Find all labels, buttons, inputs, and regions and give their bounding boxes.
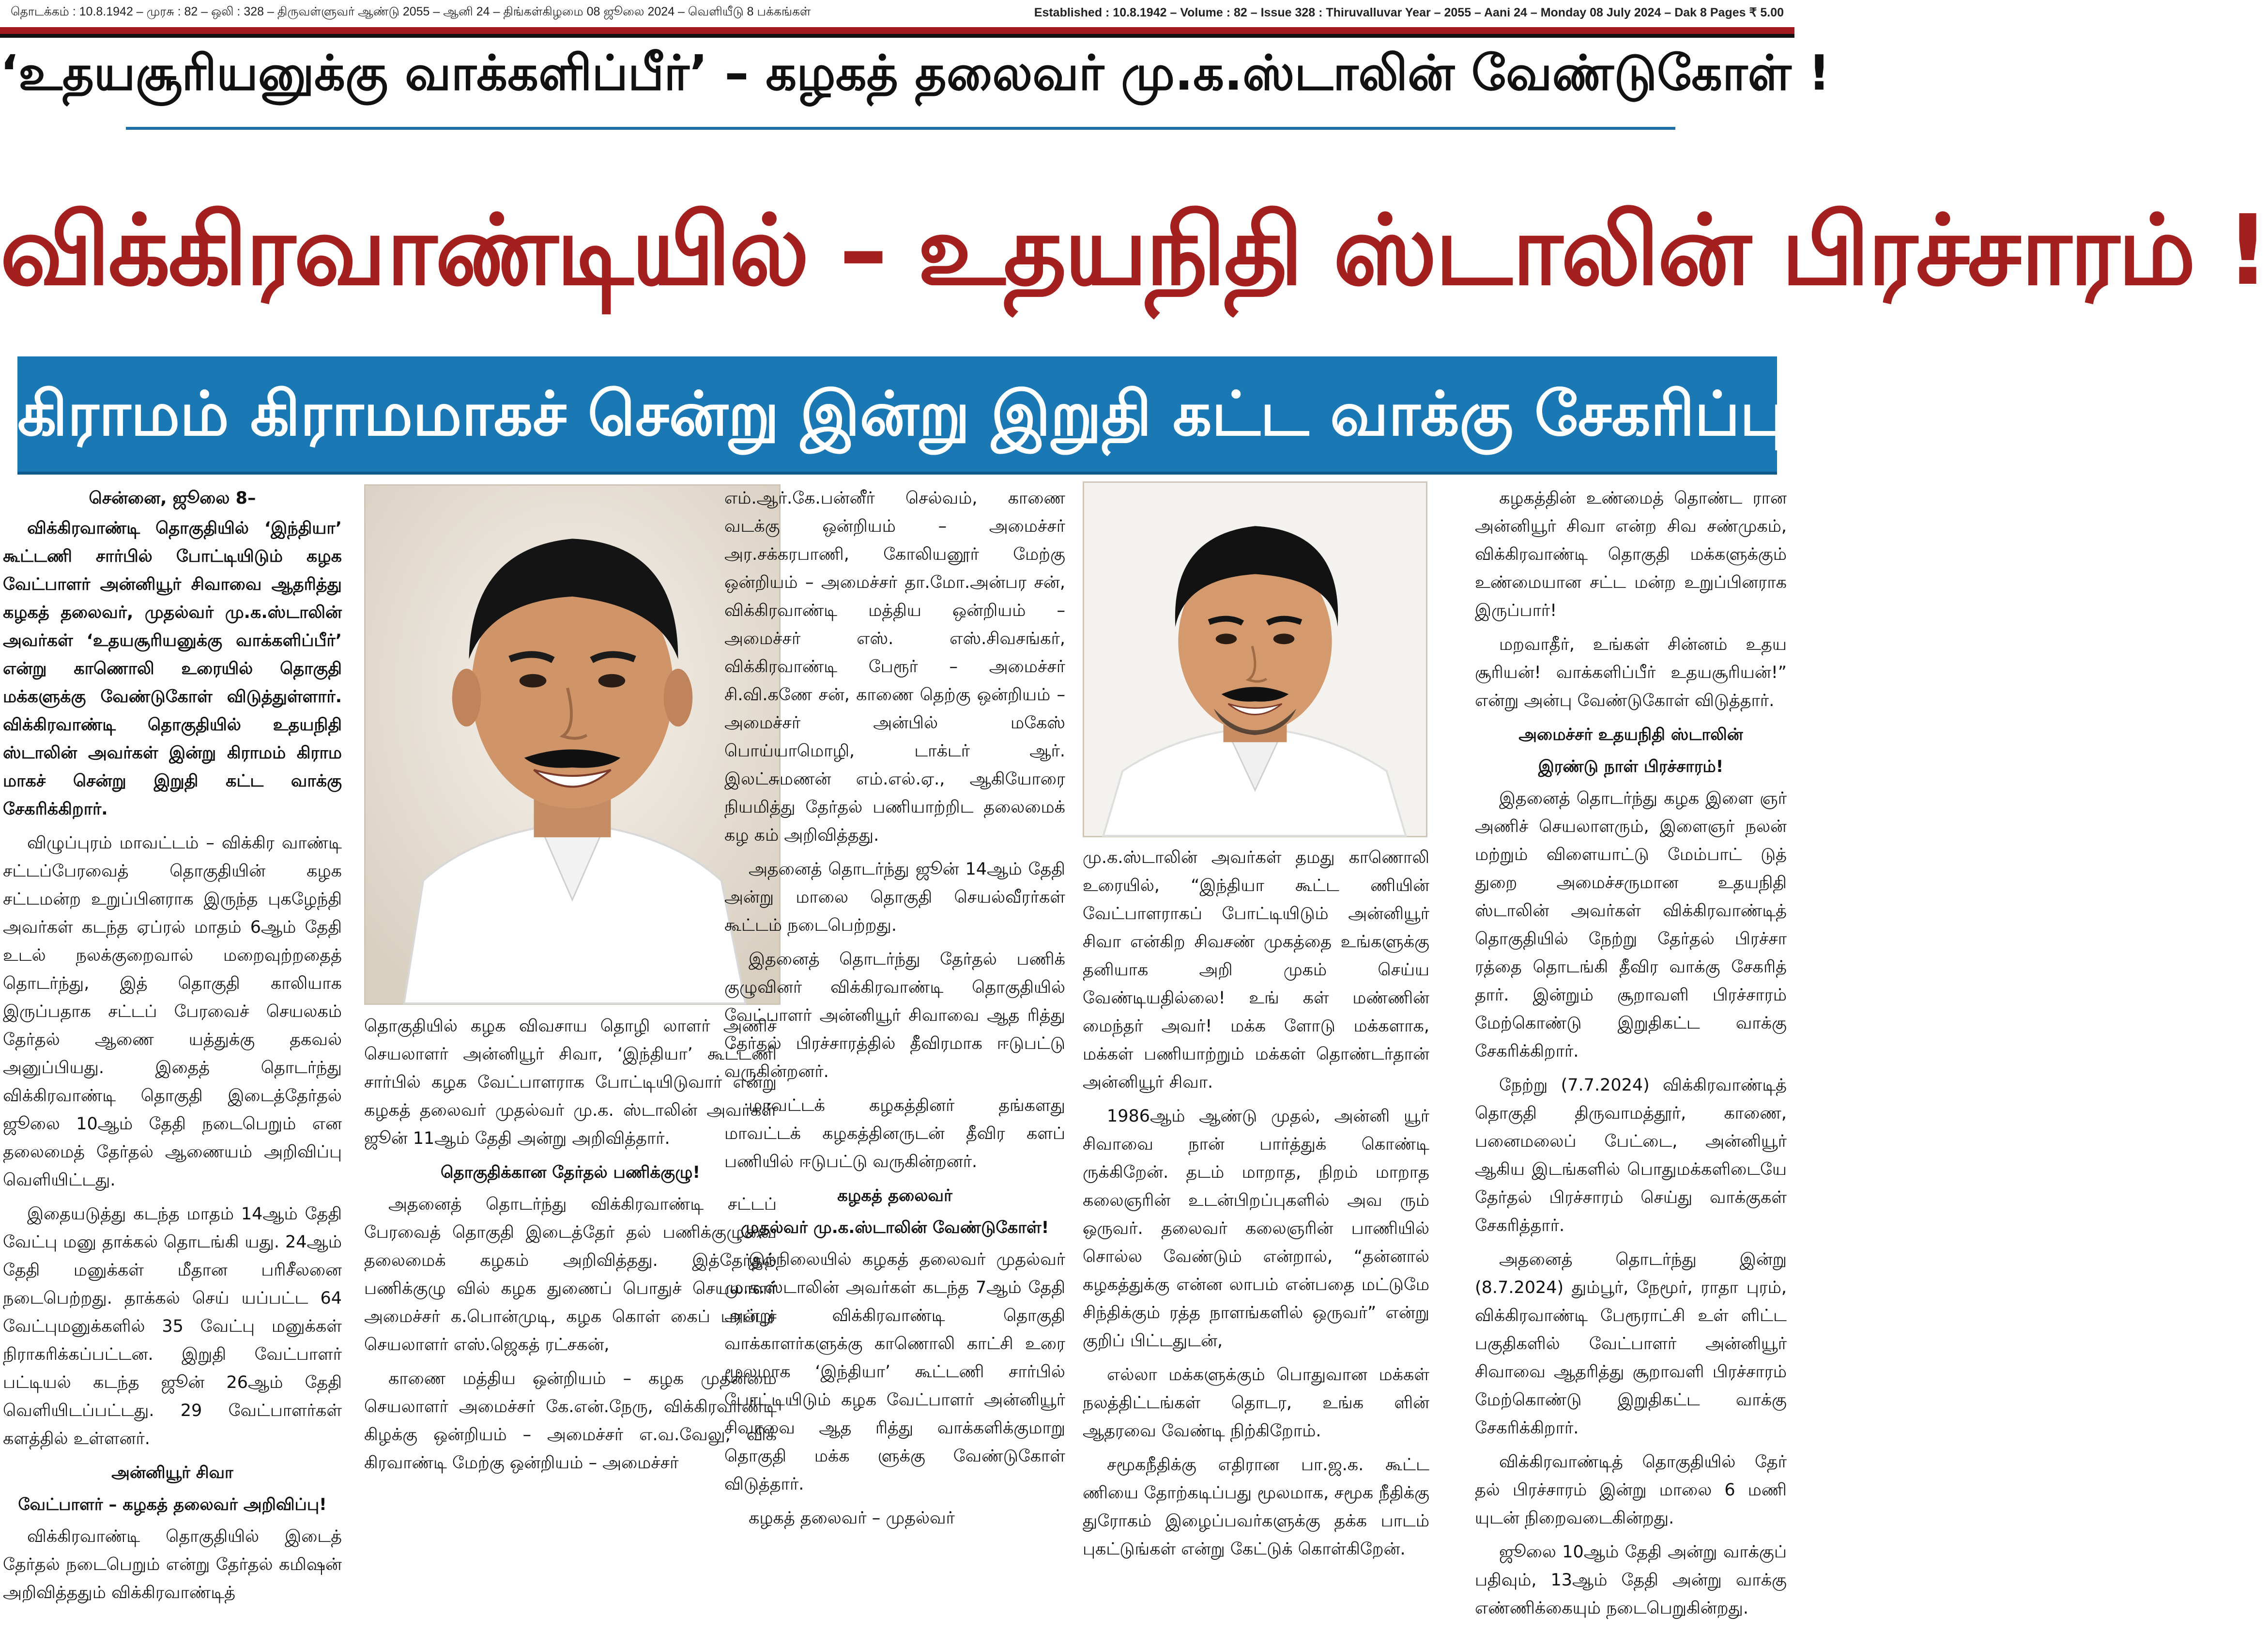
paragraph: இதையடுத்து கடந்த மாதம் 14ஆம் தேதி வேட்பு மனு தாக்கல் தொடங்கி யது. 24ஆம் தேதி மனுக்கள் மீதான பரிசீலனை நடைபெற்றது. தாக்கல் செய் யப்பட்ட 64 வேட்புமனுக்களில் 35 வேட்பு மனுக்கள் நிராகரிக்கப்பட்டன. இறுதி வேட்பாளர் பட்டியல் கடந்த ஜூன் 26ஆம் தேதி வெளியிடப்பட்டது. 29 வேட்பாளர்கள் களத்தில் உள்ளனர். [3, 1204, 342, 1448]
paragraph: அதனைத் தொடர்ந்து இன்று (8.7.2024) தும்பூர், நேமூர், ராதா புரம், விக்கிரவாண்டி பேரூராட்சி உள் ளிட்ட பகுதிகளில் வேட்பாளர் அன்னியூர் சிவாவை ஆதரித்து சூறாவளி பிரச்சாரம் மேற்கொண்டு இறுதிகட்ட வாக்கு சேகரிக்கிறார். [1475, 1250, 1787, 1438]
kicker-rule [126, 127, 1675, 130]
paragraph: நேற்று (7.7.2024) விக்கிரவாண்டித் தொகுதி திருவாமத்தூர், காணை, பனைமலைப் பேட்டை, அன்னியூர் ஆகிய இடங்களில் பொதுமக்களிடையே தேர்தல் பிரச்சாரம் செய்து வாக்குகள் சேகரித்தார். [1475, 1076, 1787, 1235]
masthead-english: Established : 10.8.1942 – Volume : 82 – Issue 328 : Thiruvalluvar Year – 2055 – Aani 24 – Monday 08 July 2024 – Dak 8 Pages ₹ 5.00 [1034, 6, 1784, 19]
paragraph: கழகத் தலைவர் – முதல்வர் [749, 1509, 955, 1528]
subheading: கழகத் தலைவர் [837, 1186, 952, 1205]
dateline: சென்னை, ஜூலை 8– [89, 489, 256, 508]
paragraph: கழகத்தின் உண்மைத் தொண்ட ரான அன்னியூர் சிவா என்ற சிவ சண்முகம், விக்கிரவாண்டி தொகுதி மக்களுக்கும் உண்மையான சட்ட மன்ற உறுப்பினராக இருப்பார்! [1475, 489, 1787, 620]
paragraph: இதனைத் தொடர்ந்து கழக இளை ஞர் அணிச் செயலாளரும், இளைஞர் நலன் மற்றும் விளையாட்டு மேம்பாட் டுத் துறை அமைச்சருமான உதயநிதி ஸ்டாலின் அவர்கள் விக்கிரவாண்டித் தொகுதியில் நேற்று தேர்தல் பிரச்சா ரத்தை தொடங்கி தீவிர வாக்கு சேகரித் தார். இன்றும் சூறாவளி பிரச்சாரம் மேற்கொண்டு இறுதிகட்ட வாக்கு சேகரிக்கிறார். [1475, 789, 1787, 1061]
paragraph: தொகுதியில் கழக விவசாய தொழி லாளர் அணிச் செயலாளர் அன்னியூர் சிவா, ‘இந்தியா’ கூட்டணி சார்பில் கழக வேட்பாளராக போட்டியிடுவார் என்று கழகத் தலைவர் முதல்வர் மு.க. ஸ்டாலின் அவர்கள் ஜூன் 11ஆம் தேதி அன்று அறிவித்தார். [364, 1016, 777, 1148]
banner-text: கிராமம் கிராமமாகச் சென்று இன்று இறுதி கட்ட வாக்கு சேகரிப்பு ! [17, 378, 1835, 449]
masthead-red-rule [0, 27, 1794, 34]
lead-paragraph: விக்கிரவாண்டி தொகுதியில் ‘இந்தியா’ கூட்டணி சார்பில் போட்டியிடும் கழக வேட்பாளர் அன்னியூர் சிவாவை ஆதரித்து கழகத் தலைவர், முதல்வர் மு.க.ஸ்டாலின் அவர்கள் ‘உதயசூரியனுக்கு வாக்களிப்பீர்’ என்று காணொலி உரையில் தொகுதி மக்களுக்கு வேண்டுகோள் விடுத்துள்ளார். விக்கிரவாண்டி தொகுதியில் உதயநிதி ஸ்டாலின் அவர்கள் இன்று கிராமம் கிராம மாகச் சென்று இறுதி கட்ட வாக்கு சேகரிக்கிறார். [3, 519, 342, 819]
main-headline: விக்கிரவாண்டியில் – உதயநிதி ஸ்டாலின் பிரச்சாரம் ! [0, 194, 2268, 307]
paragraph: மாவட்டக் கழகத்தினர் தங்களது மாவட்டக் கழகத்தினருடன் தீவிர களப் பணியில் ஈடுபட்டு வருகின்றனர். [724, 1096, 1065, 1171]
paragraph: விக்கிரவாண்டித் தொகுதியில் தேர் தல் பிரச்சாரம் இன்று மாலை 6 மணி யுடன் நிறைவடைகின்றது. [1475, 1452, 1787, 1528]
subheading: இரண்டு நாள் பிரச்சாரம்! [1538, 757, 1724, 776]
article-column-2 [364, 484, 777, 1632]
paragraph: மு.க.ஸ்டாலின் அவர்கள் தமது காணொலி உரையில், “இந்தியா கூட்ட ணியின் வேட்பாளராகப் போட்டியிடும் அன்னியூர் சிவா என்கிற சிவசண் முகத்தை உங்களுக்கு தனியாக அறி முகம் செய்ய வேண்டியதில்லை! உங் கள் மண்ணின் மைந்தர் அவர்! மக்க ளோடு மக்களாக, மக்கள் பணியாற்றும் மக்கள் தொண்டர்தான் அன்னியூர் சிவா. [1083, 848, 1429, 1092]
subheading: தொகுதிக்கான தேர்தல் பணிக்குழு! [440, 1163, 701, 1182]
subheading: முதல்வர் மு.க.ஸ்டாலின் வேண்டுகோள்! [740, 1218, 1049, 1237]
subheadline-banner [17, 356, 1835, 472]
column-4-body [1083, 844, 1429, 1569]
paragraph: எல்லா மக்களுக்கும் பொதுவான மக்கள் நலத்திட்டங்கள் தொடர, உங்க ளின் ஆதரவை வேண்டி நிற்கிறோம். [1083, 1365, 1429, 1441]
paragraph: அதனைத் தொடர்ந்து ஜூன் 14ஆம் தேதி அன்று மாலை தொகுதி செயல்வீரர்கள் கூட்டம் நடைபெற்றது. [724, 860, 1065, 935]
subheading: அன்னியூர் சிவா [111, 1463, 233, 1482]
article-column-4 [1083, 484, 1429, 1632]
kicker-headline: ‘உதயசூரியனுக்கு வாக்களிப்பீர்’ – கழகத் தலைவர் மு.க.ஸ்டாலின் வேண்டுகோள் ! [0, 45, 1831, 101]
article-column-1 [3, 484, 342, 1632]
paragraph: எம்.ஆர்.கே.பன்னீர் செல்வம், காணை வடக்கு ஒன்றியம் – அமைச்சர் அர.சக்கரபாணி, கோலியனூர் மேற்கு ஒன்றியம் – அமைச்சர் தா.மோ.அன்பர சன், விக்கிரவாண்டி மத்திய ஒன்றியம் – அமைச்சர் எஸ். எஸ்.சிவசங்கர், விக்கிரவாண்டி பேரூர் – அமைச்சர் சி.வி.கணே சன், காணை தெற்கு ஒன்றியம் – அமைச்சர் அன்பில் மகேஸ் பொய்யாமொழி, டாக்டர் ஆர். இலட்சுமணன் எம்.எல்.ஏ., ஆகியோரை நியமித்து தேர்தல் பணியாற்றிட தலைமைக் கழ கம் அறிவித்தது. [724, 489, 1065, 845]
masthead-tamil: தொடக்கம் : 10.8.1942 – முரசு : 82 – ஒலி : 328 – திருவள்ளுவர் ஆண்டு 2055 – ஆனி 24 – திங்கள்கிழமை 08 ஜூலை 2024 – வெளியீடு 8 பக்கங்கள் [11, 5, 811, 18]
subheading: வேட்பாளர் – கழகத் தலைவர் அறிவிப்பு! [18, 1495, 327, 1514]
paragraph: அதனைத் தொடர்ந்து விக்கிரவாண்டி சட்டப் பேரவைத் தொகுதி இடைத்தேர் தல் பணிக்குழுவை தலைமைக் கழகம் அறிவித்தது. இத்தேர்தல் பணிக்குழு வில் கழக துணைப் பொதுச் செயலாளர் அமைச்சர் க.பொன்முடி, கழக கொள் கைப் பரப்புச் செயலாளர் எஸ்.ஜெகத் ரட்சகன், [364, 1195, 777, 1355]
masthead-black-rule [0, 34, 1794, 38]
paragraph: இந்நிலையில் கழகத் தலைவர் முதல்வர் மு.க.ஸ்டாலின் அவர்கள் கடந்த 7ஆம் தேதி அன்று விக்கிரவாண்டி தொகுதி வாக்காளர்களுக்கு காணொலி காட்சி உரை மூலமாக ‘இந்தியா’ கூட்டணி சார்பில் போட்டியிடும் கழக வேட்பாளர் அன்னியூர் சிவாவை ஆத ரித்து வாக்களிக்குமாறு தொகுதி மக்க ளுக்கு வேண்டுகோள் விடுத்தார். [724, 1250, 1065, 1494]
column-2-body [364, 1012, 777, 1483]
article-column-3 [724, 484, 1065, 1632]
paragraph: மறவாதீர், உங்கள் சின்னம் உதய சூரியன்! வாக்களிப்பீர் உதயசூரியன்!” என்று அன்பு வேண்டுகோள் விடுத்தார். [1475, 635, 1787, 710]
masthead [0, 0, 1794, 25]
paragraph: விழுப்புரம் மாவட்டம் – விக்கிர வாண்டி சட்டப்பேரவைத் தொகுதியின் கழக சட்டமன்ற உறுப்பினராக இருந்த புகழேந்தி அவர்கள் கடந்த ஏப்ரல் மாதம் 6ஆம் தேதி உடல் நலக்குறைவால் மறைவுற்றதைத் தொடர்ந்து, இத் தொகுதி காலியாக இருப்பதாக சட்டப் பேரவைச் செயலகம் தேர்தல் ஆணை யத்துக்கு தகவல் அனுப்பியது. இதைத் தொடர்ந்து விக்கிரவாண்டி தொகுதி இடைத்தேர்தல் ஜூலை 10ஆம் தேதி நடைபெறும் என தலைமைத் தேர்தல் ஆணையம் அறிவிப்பு வெளியிட்டது. [3, 833, 342, 1190]
paragraph: ஜூலை 10ஆம் தேதி அன்று வாக்குப் பதிவும், 13ஆம் தேதி அன்று வாக்கு எண்ணிக்கையும் நடைபெறுகின்றது. [1475, 1542, 1787, 1618]
paragraph: சமூகநீதிக்கு எதிரான பா.ஜ.க. கூட்ட ணியை தோற்கடிப்பது மூலமாக, சமூக நீதிக்கு துரோகம் இழைப்பவர்களுக்கு தக்க பாடம் புகட்டுங்கள் என்று கேட்டுக் கொள்கிறேன். [1083, 1455, 1429, 1559]
subheading: அமைச்சர் உதயநிதி ஸ்டாலின் [1518, 725, 1743, 744]
paragraph: இதனைத் தொடர்ந்து தேர்தல் பணிக் குழுவினர் விக்கிரவாண்டி தொகுதியில் வேட்பாளர் அன்னியூர் சிவாவை ஆத ரித்து தேர்தல் பிரச்சாரத்தில் தீவிரமாக ஈடுபட்டு வருகின்றனர். [724, 950, 1065, 1081]
article-column-5 [1475, 484, 1787, 1632]
paragraph: விக்கிரவாண்டி தொகுதியில் இடைத் தேர்தல் நடைபெறும் என்று தேர்தல் கமிஷன் அறிவித்ததும் விக்கிரவாண்டித் [3, 1527, 342, 1602]
paragraph: 1986ஆம் ஆண்டு முதல், அன்னி யூர் சிவாவை நான் பார்த்துக் கொண்டி ருக்கிறேன். தடம் மாறாத, நிறம் மாறாத கலைஞரின் உடன்பிறப்புகளில் அவ ரும் ஒருவர். தலைவர் கலைஞரின் பாணியில் சொல்ல வேண்டும் என்றால், “தன்னால் கழகத்துக்கு என்ன லாபம் என்பதை மட்டுமே சிந்திக்கும் ரத்த நாளங்களில் ஒருவர்” என்று குறிப் பிட்டதுடன், [1083, 1107, 1429, 1351]
paragraph: காணை மத்திய ஒன்றியம் – கழக முதன்மை செயலாளர் அமைச்சர் கே.என்.நேரு, விக்கிரவாண்டி கிழக்கு ஒன்றியம் – அமைச்சர் எ.வ.வேலு, விக் கிரவாண்டி மேற்கு ஒன்றியம் – அமைச்சர் [364, 1369, 777, 1473]
